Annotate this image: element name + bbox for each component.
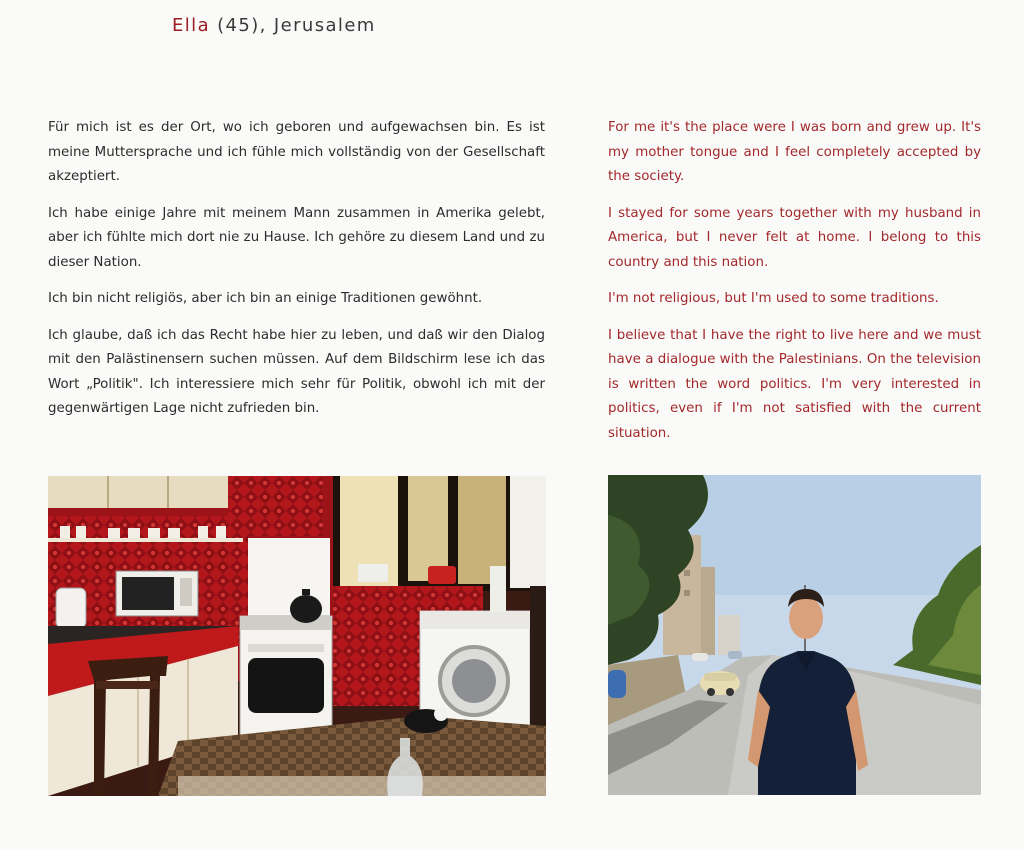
- german-paragraph-4: Ich glaube, daß ich das Recht habe hier zu leben, und daß wir den Dialog mit den Palästinensern suchen müssen. Auf dem Bildschirm lese ich das Wort „Politik". Ich interessiere mich sehr für Politik, obwohl ich mit der gegenwärtigen Lage nicht zufrieden bin.: [48, 327, 545, 416]
- german-paragraph-3: Ich bin nicht religiös, aber ich bin an einige Traditionen gewöhnt.: [48, 291, 483, 306]
- english-text-column: [608, 116, 981, 458]
- german-paragraph-1: Für mich ist es der Ort, wo ich geboren und aufgewachsen bin. Es ist meine Muttersprache und ich fühle mich vollständig von der Gesellschaft akzeptiert.: [48, 120, 545, 184]
- english-paragraph-4: I believe that I have the right to live here and we must have a dialogue with the Palestinians. On the television is written the word politics. I'm very interested in politics, even if I'm not satisfied with the current situation.: [608, 327, 981, 441]
- title-age-city: (45), Jerusalem: [210, 15, 376, 36]
- german-text-column: [48, 116, 545, 434]
- page-title: [172, 15, 376, 36]
- english-paragraph-3: I'm not religious, but I'm used to some traditions.: [608, 291, 939, 306]
- street-portrait-photo: [608, 475, 981, 795]
- english-paragraph-2: I stayed for some years together with my husband in America, but I never felt at home. I belong to this country and this nation.: [608, 205, 981, 270]
- title-name: Ella: [172, 15, 211, 36]
- kitchen-photo: [48, 476, 546, 796]
- english-paragraph-1: For me it's the place were I was born and grew up. It's my mother tongue and I feel completely accepted by the society.: [608, 120, 981, 184]
- german-paragraph-2: Ich habe einige Jahre mit meinem Mann zusammen in Amerika gelebt, aber ich fühlte mich dort nie zu Hause. Ich gehöre zu diesem Land und zu dieser Nation.: [48, 205, 545, 270]
